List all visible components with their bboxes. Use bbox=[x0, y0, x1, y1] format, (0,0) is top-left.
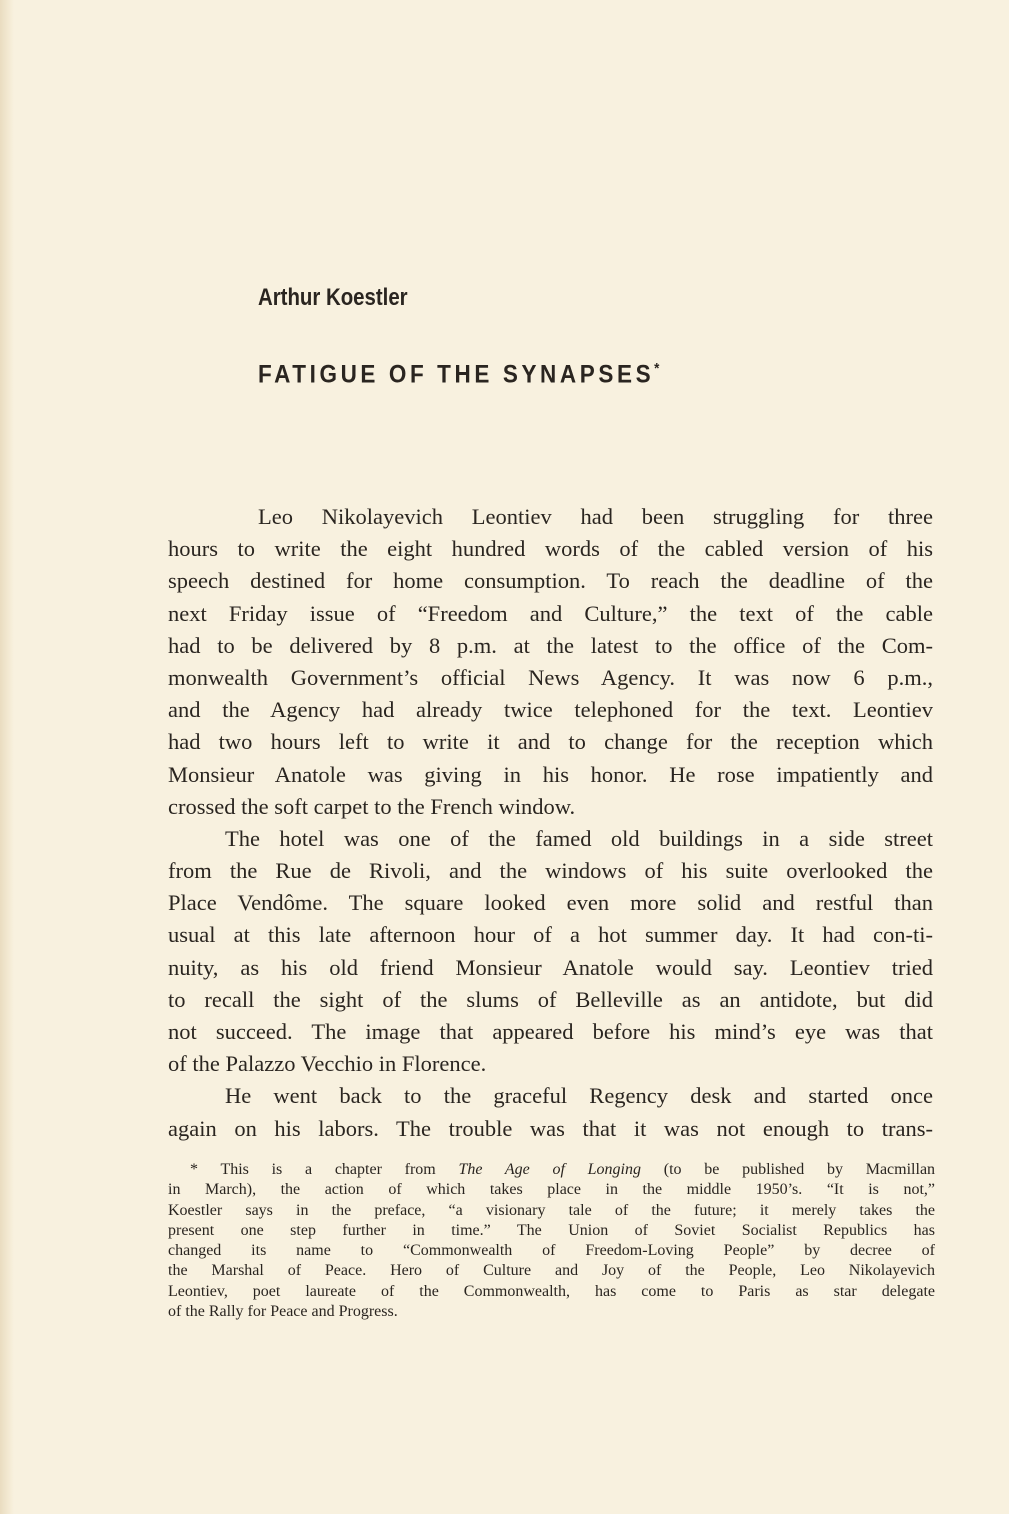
paragraph-line: from the Rue de Rivoli, and the windows of his suite overlooked the bbox=[168, 858, 933, 884]
title-text: FATIGUE OF THE SYNAPSES bbox=[258, 360, 655, 389]
footnote-line: in March), the action of which takes place in the middle 1950’s. “It is not,” bbox=[168, 1181, 935, 1199]
paragraph-line: to recall the sight of the slums of Belleville as an antidote, but did bbox=[168, 986, 933, 1012]
paragraph-line: had to be delivered by 8 p.m. at the latest to the office of the Com- bbox=[168, 632, 933, 658]
paragraph-line: usual at this late afternoon hour of a hot summer day. It had con-ti- bbox=[168, 922, 933, 948]
paragraph-line: again on his labors. The trouble was that it was not enough to trans- bbox=[168, 1115, 933, 1141]
chapter-title bbox=[258, 360, 659, 389]
paragraph-line: next Friday issue of “Freedom and Culture,” the text of the cable bbox=[168, 600, 933, 626]
footnote-line: of the Rally for Peace and Progress. bbox=[168, 1303, 398, 1321]
paragraph-line: monwealth Government’s official News Agency. It was now 6 p.m., bbox=[168, 664, 933, 690]
footnote-line: Leontiev, poet laureate of the Commonwealth, has come to Paris as star delegate bbox=[168, 1282, 935, 1300]
paragraph-line: He went back to the graceful Regency desk and started once bbox=[225, 1083, 933, 1109]
footnote-text: This is a chapter from bbox=[220, 1161, 436, 1178]
paragraph-line: crossed the soft carpet to the French window. bbox=[168, 793, 576, 819]
footnote-line: the Marshal of Peace. Hero of Culture and Joy of the People, Leo Nikolayevich bbox=[168, 1262, 935, 1280]
paragraph-line: Leo Nikolayevich Leontiev had been struggling for three bbox=[258, 504, 933, 529]
author-name: Arthur Koestler bbox=[258, 284, 408, 311]
paragraph-line: and the Agency had already twice telephoned for the text. Leontiev bbox=[168, 697, 933, 723]
paragraph-line: Monsieur Anatole was giving in his honor. He rose impatiently and bbox=[168, 761, 933, 787]
paragraph-line: Place Vendôme. The square looked even more solid and restful than bbox=[168, 890, 933, 916]
footnote-line: present one step further in time.” The Union of Soviet Socialist Republics has bbox=[168, 1221, 935, 1239]
footnote-line bbox=[168, 1160, 935, 1180]
footnote bbox=[168, 1160, 935, 1322]
paragraph-line: had two hours left to write it and to change for the reception which bbox=[168, 729, 933, 755]
paragraph-line: of the Palazzo Vecchio in Florence. bbox=[168, 1051, 487, 1077]
paragraph-line: The hotel was one of the famed old buildings in a side street bbox=[225, 825, 933, 851]
body-text bbox=[168, 501, 933, 1145]
footnote-marker: * bbox=[654, 360, 660, 377]
paragraph-line: nuity, as his old friend Monsieur Anatole would say. Leontiev tried bbox=[168, 954, 933, 980]
footnote-text: (to be published by Macmillan bbox=[663, 1161, 936, 1178]
book-title: The Age of Longing bbox=[458, 1161, 642, 1178]
footnote-line: Koestler says in the preface, “a visionary tale of the future; it merely takes the bbox=[168, 1201, 935, 1219]
paragraph-line: not succeed. The image that appeared before his mind’s eye was that bbox=[168, 1019, 933, 1044]
footnote-line: changed its name to “Commonwealth of Freedom-Loving People” by decree of bbox=[168, 1242, 935, 1260]
footnote-marker: * bbox=[190, 1161, 198, 1178]
book-spine-edge bbox=[0, 0, 14, 1514]
paragraph-line: speech destined for home consumption. To reach the deadline of the bbox=[168, 568, 933, 594]
paragraph-line: hours to write the eight hundred words of the cabled version of his bbox=[168, 536, 933, 562]
